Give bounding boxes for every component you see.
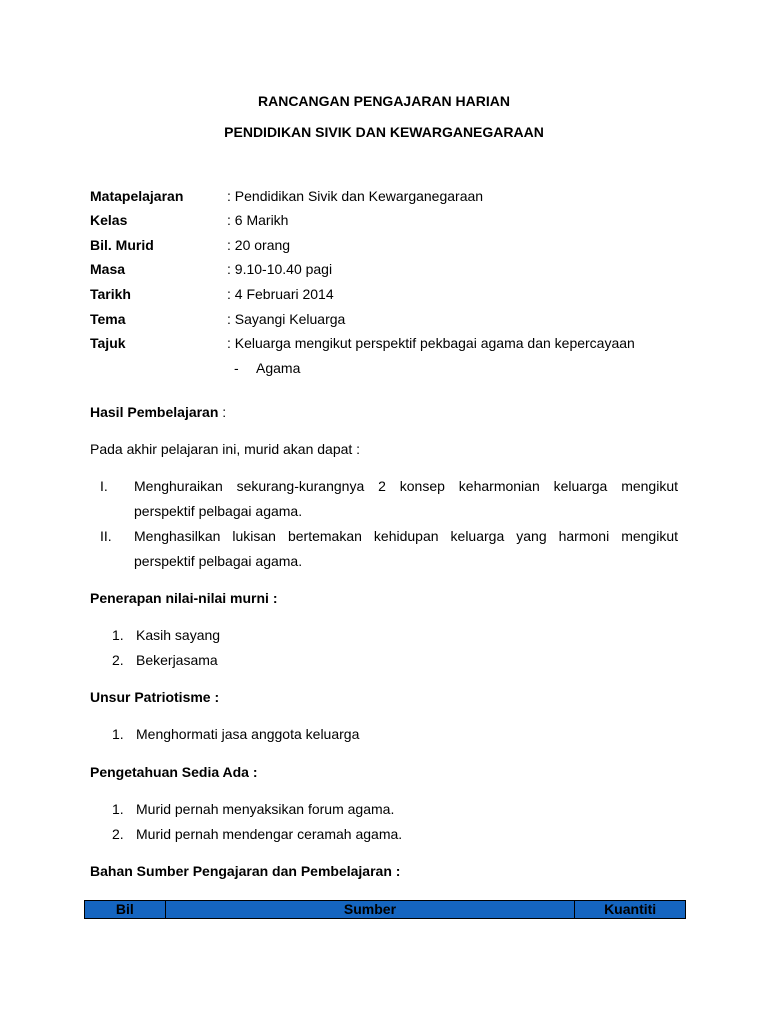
info-value-tajuk: : Keluarga mengikut perspektif pekbagai agama dan kepercayaan [227,335,635,351]
hasil-heading-text: Hasil Pembelajaran [90,404,219,420]
table-header-sumber: Sumber [165,901,575,919]
info-value-kelas: : 6 Marikh [227,212,289,228]
hasil-item-marker: II. [100,528,112,544]
tajuk-sub-text: Agama [256,360,301,376]
pengetahuan-item-text: Murid pernah mendengar ceramah agama. [136,826,403,842]
patriotisme-item-marker: 1. [112,726,124,742]
nilai-item-marker: 2. [112,652,124,668]
nilai-item-marker: 1. [112,627,124,643]
info-label-tajuk: Tajuk [90,335,126,351]
info-label-tema: Tema [90,311,126,327]
info-label-kelas: Kelas [90,212,128,228]
info-label-bil-murid: Bil. Murid [90,237,154,253]
tajuk-sub-bullet: - [234,360,239,376]
info-value-tarikh: : 4 Februari 2014 [227,286,334,302]
pengetahuan-heading: Pengetahuan Sedia Ada : [90,764,258,780]
hasil-item-text: Menghasilkan lukisan bertemakan kehidupan keluarga yang harmoni mengikut perspektif pelbagai agama. [134,528,678,569]
hasil-heading-colon: : [218,404,227,420]
pengetahuan-item-marker: 2. [112,826,124,842]
hasil-item-text: Menghuraikan sekurang-kurangnya 2 konsep keharmonian keluarga mengikut perspektif pelbagai agama. [134,478,678,519]
table-header-kuantiti: Kuantiti [575,901,686,919]
bahan-heading: Bahan Sumber Pengajaran dan Pembelajaran : [90,863,401,879]
patriotisme-item-text: Menghormati jasa anggota keluarga [136,726,360,742]
info-value-matapelajaran: : Pendidikan Sivik dan Kewarganegaraan [227,188,484,204]
table-header-bil: Bil [85,901,166,919]
hasil-intro: Pada akhir pelajaran ini, murid akan dapat : [90,441,361,457]
resource-table-header-row [85,901,686,919]
info-label-matapelajaran: Matapelajaran [90,188,184,204]
nilai-heading: Penerapan nilai-nilai murni : [90,590,278,606]
info-value-tema: : Sayangi Keluarga [227,311,346,327]
nilai-item-text: Kasih sayang [136,627,221,643]
document-title: RANCANGAN PENGAJARAN HARIAN [257,93,510,109]
info-value-bil-murid: : 20 orang [227,237,291,253]
resource-table [84,900,686,919]
info-label-masa: Masa [90,261,126,277]
pengetahuan-item-text: Murid pernah menyaksikan forum agama. [136,801,395,817]
patriotisme-heading: Unsur Patriotisme : [90,689,220,705]
info-label-tarikh: Tarikh [90,286,131,302]
nilai-item-text: Bekerjasama [136,652,218,668]
pengetahuan-item-marker: 1. [112,801,124,817]
hasil-heading [90,404,226,420]
info-value-masa: : 9.10-10.40 pagi [227,261,333,277]
document-subtitle: PENDIDIKAN SIVIK DAN KEWARGANEGARAAN [224,124,544,140]
hasil-item-marker: I. [100,478,108,494]
